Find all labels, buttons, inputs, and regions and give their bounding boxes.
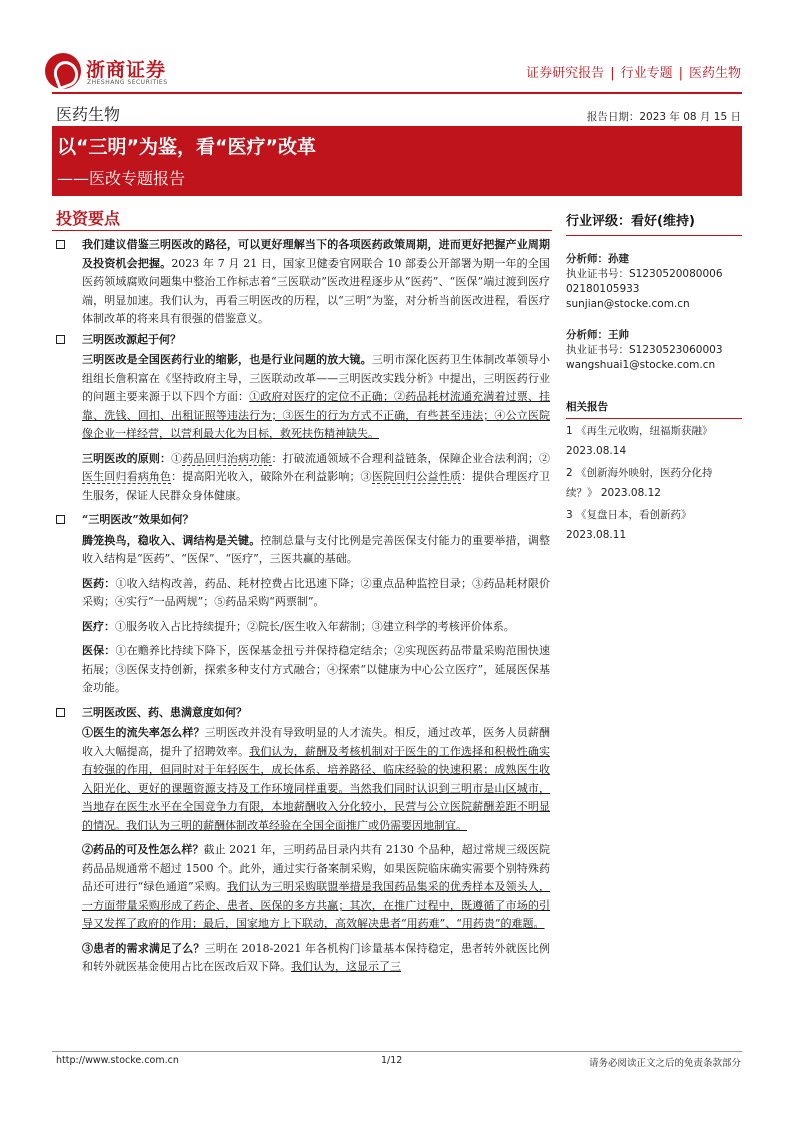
medicine-label: 医药： (82, 576, 116, 590)
drug-paragraph (56, 841, 550, 934)
principle-c-text: ：提供合理医疗卫生服务，保证人民群众身体健康。 (82, 470, 551, 502)
doctor-paragraph (56, 724, 550, 835)
analyst-phone: 02180105933 (566, 283, 640, 295)
principle-paragraph (56, 450, 550, 506)
patient-text: 三明在 2018-2021 年各机构门诊量基本保持稳定，患者转外就医比例和转外就医基金使用占比在医改后双下降。 (82, 941, 550, 973)
investment-heading: 投资要点 (56, 209, 121, 228)
question-effect-heading: “三明医改”效果如何？ (82, 513, 194, 526)
principle-label: 三明医改的原则： (82, 451, 172, 465)
nav-report-type: 证券研究报告 (526, 66, 605, 81)
related-report-date: 2023.08.11 (566, 529, 627, 541)
doctor-text: 三明医改并没有导致明显的人才流失。相反，通过改革，医务人员薪酬收入大幅提高，提升了招聘效率。 (82, 726, 550, 758)
analyst-name: 分析师：王帅 (566, 329, 629, 341)
page-number: 1/12 (381, 1055, 403, 1066)
principle-a-num: ① (171, 451, 183, 465)
company-logo (45, 53, 180, 93)
origin-issue-1: ①政府对医疗的定位不正确 (249, 390, 383, 403)
related-report-item[interactable] (566, 463, 742, 503)
origin-issue-2: ；②药品耗材流通充满着过票、挂靠、洗钱、回扣、出租证照等违法行为 (82, 390, 551, 422)
summary-paragraph (56, 236, 550, 329)
insurance-text: ①在赡养比持续下降下，医保基金扭亏并保持稳定结余；②实现医药品带量采购范围快速拓展；③医保支持创新，探索多种支付方式融合；④探索“以健康为中心公立医疗”，延展医保基金功能。 (82, 644, 551, 694)
hospital-label: 医疗： (82, 619, 115, 633)
patient-paragraph (56, 940, 550, 977)
checkbox-bullet-icon (56, 708, 65, 717)
question-satisfaction (56, 704, 550, 723)
sector-label: 医药生物 (56, 105, 121, 124)
hospital-paragraph (56, 618, 550, 637)
drug-text: 截止 2021 年，三明药品目录内共有 2130 个品种，超过常规三级医院药品品规通常不超过 1500 个。此外，通过实行备案制采购，如果医院临床确实需要个别特殊药品还可进行“绿色通道”采购。 (82, 843, 550, 893)
summary-lead: 我们建议借鉴三明医改的路径，可以更好理解当下的各项医药政策周期，进而更好把握产业周期及投资机会把握。 (82, 238, 550, 270)
insurance-paragraph (56, 642, 550, 698)
doctor-lead: ①医生的流失率怎么样？ (82, 726, 205, 739)
principle-a: 药品回归治病功能 (182, 451, 272, 465)
question-effect (56, 511, 550, 530)
summary-text: 2023 年 7 月 21 日，国家卫健委官网联合 10 部委公开部署为期一年的全国医药领域腐败问题集中整治工作标志着“三医联动”医改进程逐步从“医药”、“医保”端过渡到医疗端，明显加速。我们认为，再看三明医改的历程，以“三明”为鉴，对分析当前医改进程，看医疗体制改革的将来具有很强的借鉴意义。 (82, 256, 550, 325)
analyst-cert: 执业证书号：S1230523060003 (566, 344, 723, 356)
investment-divider (52, 230, 552, 231)
related-report-title: 1 《再生元收购，纽福斯获融》 (566, 425, 713, 437)
principle-a-text: ：打破流通领域不合理利益链条，保障企业合法利润；② (271, 451, 551, 465)
report-date: 报告日期：2023 年 08 月 15 日 (586, 111, 741, 123)
drug-lead: ②药品的可及性怎么样？ (82, 843, 204, 856)
footer-url[interactable]: http://www.stocke.com.cn (56, 1055, 179, 1066)
medicine-paragraph (56, 575, 550, 612)
medicine-text: ①收入结构改善，药品、耗材控费占比迅速下降；②重点品种监控目录；③药品耗材限价采购；④实行“一品两规”；⑤药品采购“两票制”。 (82, 576, 551, 608)
nav-sector: 医药生物 (688, 66, 741, 81)
logo-english: ZHESHANG SECURITIES (87, 79, 168, 86)
analyst-name: 分析师：孙建 (566, 253, 629, 265)
report-subtitle: ——医改专题报告 (57, 169, 186, 188)
related-report-date: 2023.08.12 (600, 487, 661, 499)
drug-view: 我们认为三明采购联盟举措是我国药品集采的优秀样本及领头人，一方面带量采购形成了药企、患者、医保的多方共赢；其次，在推广过程中，既遵循了市场的引导又发挥了政府的作用；最后，国家地方上下联动，高效解决患者“用药难”、“用药贵”的难题。 (82, 880, 551, 930)
analyst-card-2 (566, 328, 742, 373)
industry-rating: 行业评级：看好(维持) (566, 206, 742, 236)
question-satisfaction-heading: 三明医改医、药、患满意度如何？ (82, 705, 247, 719)
principle-b: 医生回归看病角色 (82, 470, 172, 483)
header-divider (52, 92, 742, 94)
effect-lead: 腾笼换鸟，稳收入、调结构是关键。 (82, 533, 261, 547)
origin-lead: 三明医改是全国医药行业的缩影，也是行业问题的放大镜。 (82, 353, 372, 366)
sidebar (566, 206, 742, 545)
title-banner (52, 126, 742, 196)
question-origin (56, 331, 550, 350)
checkbox-bullet-icon (56, 335, 65, 344)
patient-view: 我们认为，这显示了三 (291, 960, 401, 973)
related-reports-list (566, 421, 742, 545)
logo-icon (45, 53, 81, 89)
analyst-email[interactable]: wangshuai1@stocke.com.cn (566, 359, 716, 371)
checkbox-bullet-icon (56, 515, 65, 524)
related-report-title: 3 《复盘日本，看创新药》 (566, 509, 692, 521)
patient-lead: ③患者的需求满足了么？ (82, 941, 205, 955)
nav-topic: 行业专题 (620, 66, 673, 81)
analyst-email[interactable]: sunjian@stocke.com.cn (566, 298, 690, 310)
logo-name: 浙商证券 (86, 59, 167, 81)
related-report-item[interactable] (566, 421, 742, 461)
origin-text: 三明市深化医药卫生体制改革领导小组组长詹积富在《坚持政府主导，三医联动改革——三明医改实践分析》中提出，三明医药行业的问题主要来源于以下四个方面： (82, 353, 551, 403)
analyst-card-1 (566, 252, 742, 312)
principle-b-text: ：提高阳光收入，破除外在利益影响；③ (171, 470, 372, 483)
related-report-date: 2023.08.14 (566, 445, 627, 457)
footer-divider (52, 1051, 742, 1052)
hospital-text: ①服务收入占比持续提升；②院长/医生收入年薪制；③建立科学的考核评价体系。 (115, 619, 515, 633)
related-reports-heading: 相关报告 (566, 399, 742, 419)
origin-issue-4: ；④公立医院像企业一样经营，以营利最大化为目标，救死扶伤精神缺失。 (82, 408, 551, 440)
report-title: 以“三明”为鉴，看“医疗”改革 (57, 136, 316, 158)
origin-issue-3: ；③医生的行为方式不正确，有些甚至违法 (271, 408, 484, 422)
effect-text: 控制总量与支付比例是完善医保支付能力的重要举措，调整收入结构是“医药”、“医保”、“医疗”，三医共赢的基础。 (82, 533, 551, 565)
effect-paragraph (56, 532, 550, 569)
principle-c: 医院回归公益性质 (371, 470, 461, 483)
related-report-item[interactable] (566, 505, 742, 545)
main-content (56, 236, 550, 983)
related-report-title: 2 《创新海外映射，医药分化持续？》 (566, 467, 713, 499)
insurance-label: 医保： (82, 644, 116, 657)
checkbox-bullet-icon (56, 240, 65, 249)
report-category-nav: 证券研究报告 | 行业专题 | 医药生物 (526, 66, 741, 81)
doctor-view: 我们认为，薪酬及考核机制对于医生的工作选择和积极性确实有较强的作用，但同时对于年轻医生，成长体系、培养路径、临床经验的快速积累；成熟医生收入阳光化、更好的课题资源支持及工作环境同样重要。当然我们同时认识到三明市是山区城市，当地存在医生水平在全国竞争力有限，本地薪酬收入分化较小，民营与公立医院薪酬差距不明显的情况。我们认为三明的薪酬体制改革经验在全国全面推广或仍需要因地制宜。 (82, 744, 551, 832)
question-origin-heading: 三明医改源起于何？ (82, 332, 181, 346)
analyst-cert: 执业证书号：S1230520080006 (566, 268, 723, 280)
origin-paragraph (56, 351, 550, 444)
footer-disclaimer: 请务必阅读正文之后的免责条款部分 (588, 1058, 741, 1069)
